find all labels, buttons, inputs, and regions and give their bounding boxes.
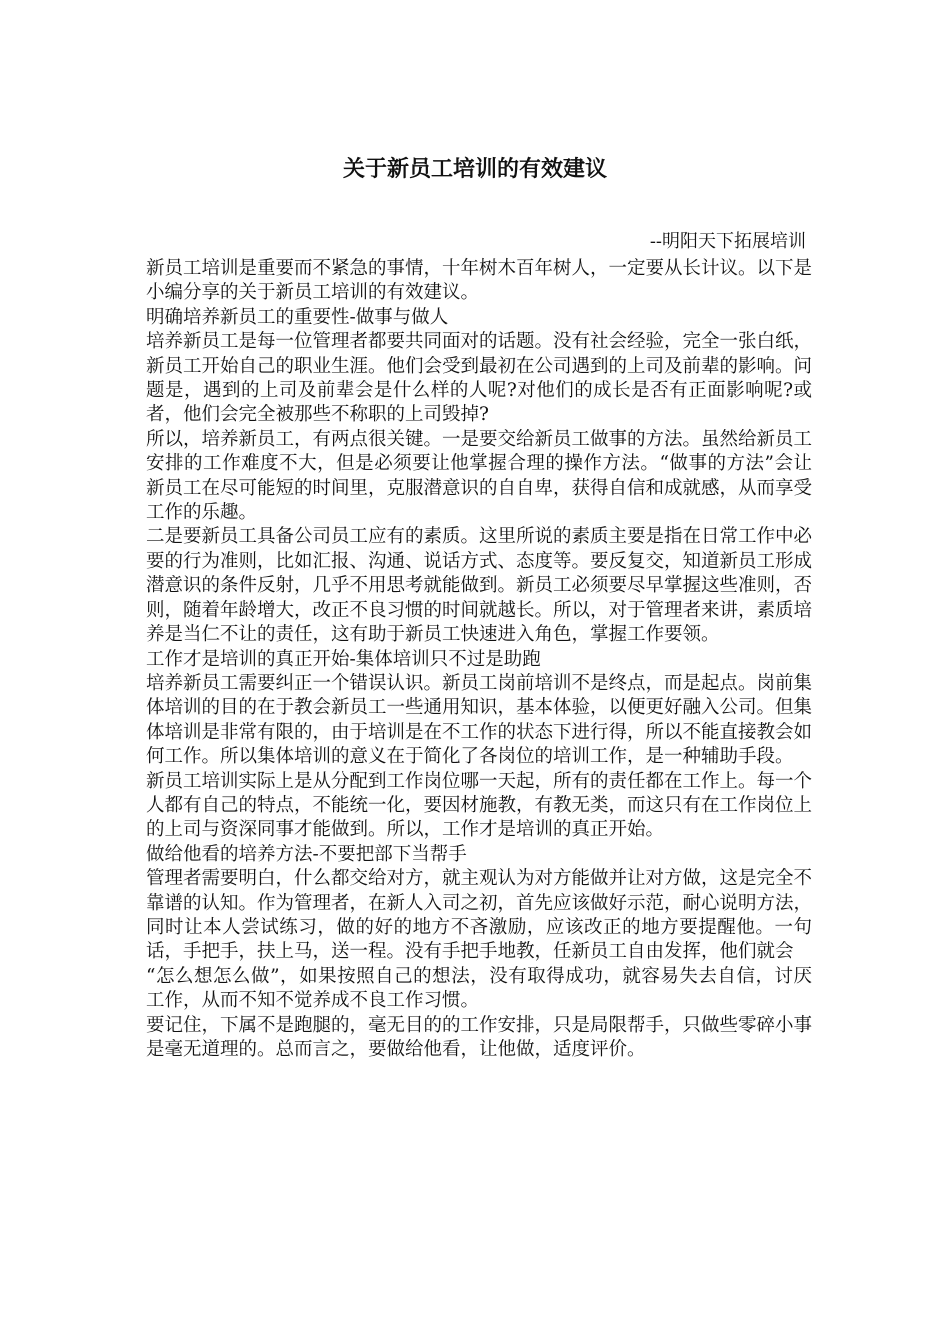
section-heading: 明确培养新员工的重要性-做事与做人 — [146, 306, 449, 328]
section-heading: 工作才是培训的真正开始-集体培训只不过是助跑 — [146, 648, 541, 670]
document-byline: --明阳天下拓展培训 — [649, 231, 806, 252]
paragraph: 培养新员工是每一位管理者都要共同面对的话题。没有社会经验，完全一张白纸，新员工开始自己的职业生涯。他们会受到最初在公司遇到的上司及前辈的影响。问题是，遇到的上司及前辈会是什么样的人呢?对他们的成长是否有正面影响呢?或者，他们会完全被那些不称职的上司毁掉? — [146, 331, 813, 426]
paragraph: 新员工培训是重要而不紧急的事情，十年树木百年树人，一定要从长计议。以下是小编分享的关于新员工培训的有效建议。 — [146, 258, 813, 304]
paragraph: 新员工培训实际上是从分配到工作岗位哪一天起，所有的责任都在工作上。每一个人都有自己的特点，不能统一化，要因材施教，有教无类，而这只有在工作岗位上的上司与资深同事才能做到。所以，工作才是培训的真正开始。 — [146, 770, 813, 841]
paragraph: 培养新员工需要纠正一个错误认识。新员工岗前培训不是终点，而是起点。岗前集体培训的目的在于教会新员工一些通用知识，基本体验，以便更好融入公司。但集体培训是非常有限的，由于培训是在不工作的状态下进行得，所以不能直接教会如何工作。所以集体培训的意义在于简化了各岗位的培训工作，是一种辅助手段。 — [146, 672, 813, 768]
paragraph: 二是要新员工具备公司员工应有的素质。这里所说的素质主要是指在日常工作中必要的行为准则，比如汇报、沟通、说话方式、态度等。要反复交，知道新员工形成潜意识的条件反射，几乎不用思考就能做到。新员工必须要尽早掌握这些准则，否则，随着年龄增大，改正不良习惯的时间就越长。所以，对于管理者来讲，素质培养是当仁不让的责任，这有助于新员工快速进入角色，掌握工作要领。 — [146, 526, 813, 646]
paragraph: 所以，培养新员工，有两点很关键。一是要交给新员工做事的方法。虽然给新员工安排的工作难度不大，但是必须要让他掌握合理的操作方法。“做事的方法”会让新员工在尽可能短的时间里，克服潜意识的自自卑，获得自信和成就感，从而享受工作的乐趣。 — [146, 428, 813, 524]
document-body — [146, 257, 812, 1062]
paragraph: 要记住，下属不是跑腿的，毫无目的的工作安排，只是局限帮手，只做些零碎小事是毫无道理的。总而言之，要做给他看，让他做，适度评价。 — [146, 1014, 813, 1060]
section-heading: 做给他看的培养方法-不要把部下当帮手 — [146, 843, 467, 865]
paragraph: 管理者需要明白，什么都交给对方，就主观认为对方能做并让对方做，这是完全不靠谱的认知。作为管理者，在新人入司之初，首先应该做好示范，耐心说明方法，同时让本人尝试练习，做的好的地方不吝激励，应该改正的地方要提醒他。一句话，手把手，扶上马，送一程。没有手把手地教，任新员工自由发挥，他们就会 — [146, 868, 813, 963]
paragraph: “怎么想怎么做”，如果按照自己的想法，没有取得成功，就容易失去自信，讨厌工作，从而不知不觉养成不良工作习惯。 — [146, 965, 812, 1012]
document-title: 关于新员工培训的有效建议 — [342, 157, 607, 182]
